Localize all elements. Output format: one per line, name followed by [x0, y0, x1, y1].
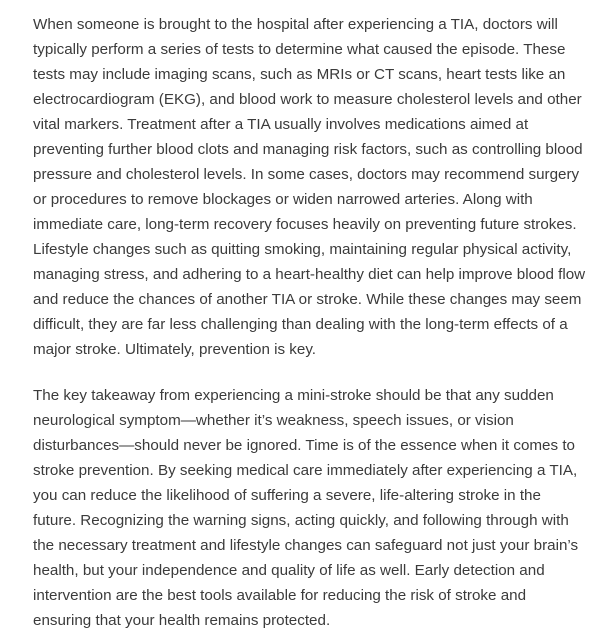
paragraph-key-takeaway: The key takeaway from experiencing a mini-stroke should be that any sudden neurological symptom—whether it’s weakness, speech issues, or vision disturbances—should never be ignored. Time is of the essence when it comes to stroke prevention. By seeking medical care immediately after experiencing a TIA, you can reduce the likelihood of suffering a severe, life-altering stroke in the future. Recognizing the warning signs, acting quickly, and following through with the necessary treatment and lifestyle changes can safeguard not just your brain’s health, but your independence and quality of life as well. Early detection and intervention are the best tools available for reducing the risk of stroke and ensuring that your health remains protected. [33, 387, 579, 629]
paragraph-tia-treatment: When someone is brought to the hospital after experiencing a TIA, doctors will typically perform a series of tests to determine what caused the episode. These tests may include imaging scans, such as MRIs or CT scans, heart tests like an electrocardiogram (EKG), and blood work to measure cholesterol levels and other vital markers. Treatment after a TIA usually involves medications aimed at preventing further blood clots and managing risk factors, such as controlling blood pressure and cholesterol levels. In some cases, doctors may recommend surgery or procedures to remove blockages or widen narrowed arteries. Along with immediate care, long-term recovery focuses heavily on preventing future strokes. Lifestyle changes such as quitting smoking, maintaining regular physical activity, managing stress, and adhering to a heart-healthy diet can help improve blood flow and reduce the chances of another TIA or stroke. While these changes may seem difficult, they are far less challenging than dealing with the long-term effects of a major stroke. Ultimately, prevention is key. [33, 16, 586, 358]
